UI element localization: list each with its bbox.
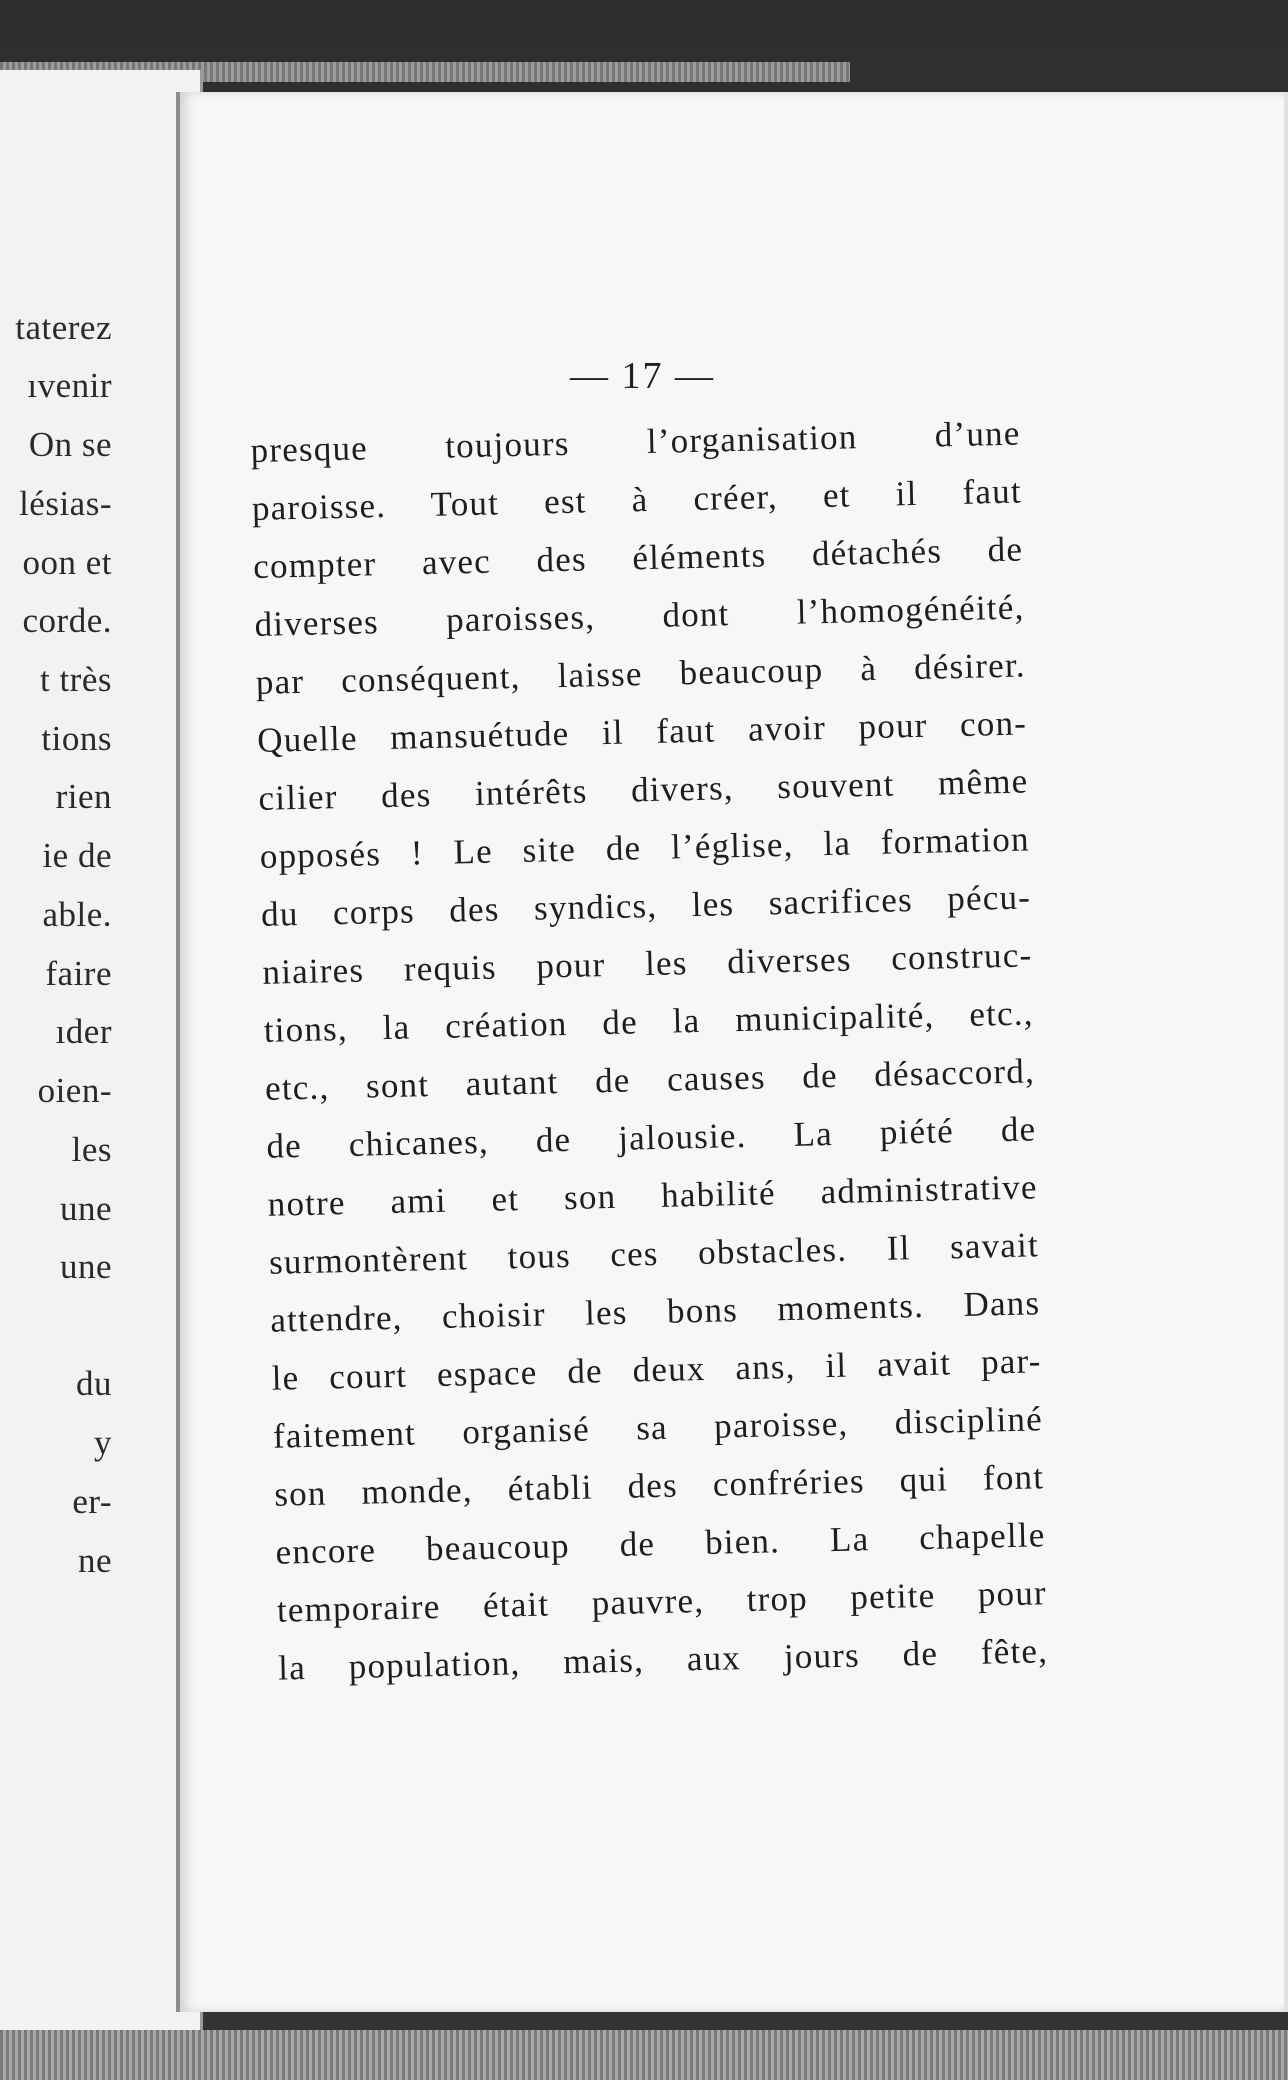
left-page-line: able. (42, 895, 112, 934)
left-page-line: corde. (22, 601, 112, 640)
left-page-line: taterez (15, 308, 112, 347)
body-text-line: encore beaucoup de bien. La chapelle (275, 1515, 1046, 1572)
body-text-line: attendre, choisir les bons moments. Dans (269, 1283, 1041, 1340)
page-number: — 17 — (570, 355, 715, 397)
body-text-line: de chicanes, de jalousie. La piété de (265, 1109, 1037, 1166)
left-page-line: faire (45, 954, 112, 993)
left-page-line: oon et (22, 543, 112, 582)
body-text-line: niaires requis pour les diverses construc- (262, 935, 1033, 992)
left-page-line: t très (39, 660, 112, 699)
left-page-line: er- (72, 1482, 112, 1521)
body-text-line: du corps des syndics, les sacrifices pécu- (260, 877, 1032, 934)
body-text-line: faitement organisé sa paroisse, discipliné (272, 1399, 1044, 1456)
body-text-line: paroisse. Tout est à créer, et il faut (251, 471, 1023, 528)
left-page-line: les (71, 1130, 112, 1169)
body-text-line: la population, mais, aux jours de fête, (277, 1631, 1049, 1688)
body-text-line: le court espace de deux ans, il avait par- (271, 1341, 1042, 1398)
body-text (250, 405, 1049, 1698)
left-page-line: ne (77, 1541, 112, 1580)
left-page-line: ıder (55, 1012, 112, 1051)
left-page-line: y (94, 1423, 112, 1462)
body-text-line: temporaire était pauvre, trop petite pour (276, 1573, 1048, 1630)
left-page-line: lésias- (19, 484, 112, 523)
body-text-line: opposés ! Le site de l’église, la formation (259, 819, 1031, 876)
body-text-line: diverses paroisses, dont l’homogénéité, (254, 587, 1025, 644)
left-page (0, 70, 203, 2030)
body-text-line: Quelle mansuétude il faut avoir pour con- (256, 703, 1028, 760)
body-text-line: cilier des intérêts divers, souvent même (258, 761, 1029, 818)
left-page-line: une (59, 1189, 112, 1228)
left-page-line: On se (28, 425, 112, 464)
left-page-line: du (76, 1364, 112, 1403)
page-edge (1284, 92, 1288, 2012)
left-page-line: oien- (37, 1071, 112, 1110)
body-text-line: tions, la création de la municipalité, etc., (263, 993, 1035, 1050)
body-text-line: par conséquent, laisse beaucoup à désirer. (255, 645, 1027, 702)
body-text-line: son monde, établi des confréries qui font (273, 1457, 1045, 1514)
body-text-line: notre ami et son habilité administrative (267, 1167, 1038, 1224)
left-page-line: rien (55, 777, 112, 816)
body-text-line: presque toujours l’organisation d’une (250, 413, 1021, 470)
body-text-line: compter avec des éléments détachés de (252, 529, 1024, 586)
left-page-line: une (59, 1247, 112, 1286)
left-page-line: ıvenir (27, 366, 112, 405)
left-page-line: tions (41, 719, 112, 758)
bottom-scan-edge (0, 2030, 1288, 2080)
right-page (176, 92, 1288, 2012)
body-text-line: etc., sont autant de causes de désaccord, (264, 1051, 1036, 1108)
left-page-line: ie de (42, 836, 112, 875)
body-text-line: surmontèrent tous ces obstacles. Il savait (268, 1225, 1040, 1282)
